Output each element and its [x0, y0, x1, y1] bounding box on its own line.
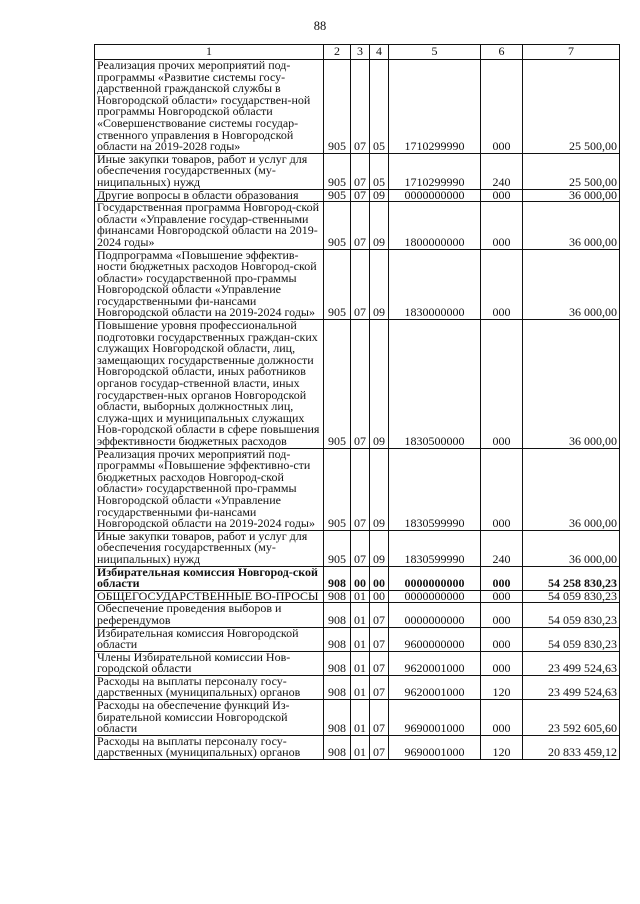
- row-cs-cell: 1800000000: [389, 202, 481, 249]
- row-pr-cell: 07: [370, 675, 389, 699]
- row-pr-cell: 07: [370, 627, 389, 651]
- row-cs-cell: 9600000000: [389, 627, 481, 651]
- table-row: [95, 700, 620, 736]
- row-cs-cell: 1830599990: [389, 448, 481, 530]
- row-gr-cell: 905: [324, 189, 351, 202]
- row-name-cell: ОБЩЕГОСУДАРСТВЕННЫЕ ВО-ПРОСЫ: [95, 590, 324, 603]
- row-pr-cell: 07: [370, 700, 389, 736]
- row-rz-cell: 07: [351, 530, 370, 566]
- row-sum-cell: 54 059 830,23: [523, 603, 620, 627]
- row-name-cell: Члены Избирательной комиссии Нов-городской области: [95, 651, 324, 675]
- row-vr-cell: 000: [481, 700, 523, 736]
- header-col-6: 6: [481, 45, 523, 60]
- row-gr-cell: 908: [324, 651, 351, 675]
- row-sum-cell: 36 000,00: [523, 189, 620, 202]
- row-rz-cell: 01: [351, 735, 370, 759]
- table-row: [95, 249, 620, 320]
- row-cs-cell: 0000000000: [389, 590, 481, 603]
- row-pr-cell: 05: [370, 153, 389, 189]
- row-cs-cell: 9690001000: [389, 735, 481, 759]
- table-body: [95, 60, 620, 760]
- table-row: [95, 202, 620, 249]
- row-vr-cell: 000: [481, 189, 523, 202]
- row-sum-cell: 36 000,00: [523, 448, 620, 530]
- row-rz-cell: 07: [351, 320, 370, 449]
- row-cs-cell: 1830500000: [389, 320, 481, 449]
- row-cs-cell: 0000000000: [389, 566, 481, 590]
- row-rz-cell: 01: [351, 590, 370, 603]
- row-rz-cell: 01: [351, 627, 370, 651]
- row-vr-cell: 000: [481, 566, 523, 590]
- table-row: [95, 153, 620, 189]
- row-cs-cell: 1830000000: [389, 249, 481, 320]
- header-col-4: 4: [370, 45, 389, 60]
- row-pr-cell: 09: [370, 320, 389, 449]
- row-gr-cell: 908: [324, 590, 351, 603]
- row-vr-cell: 000: [481, 651, 523, 675]
- row-name-cell: Расходы на обеспечение функций Из-бирательной комиссии Новгородской области: [95, 700, 324, 736]
- table-row: [95, 735, 620, 759]
- table-row: [95, 651, 620, 675]
- table-row: [95, 603, 620, 627]
- row-rz-cell: 07: [351, 249, 370, 320]
- header-col-3: 3: [351, 45, 370, 60]
- row-vr-cell: 000: [481, 448, 523, 530]
- row-gr-cell: 908: [324, 603, 351, 627]
- table-row: [95, 675, 620, 699]
- row-rz-cell: 01: [351, 675, 370, 699]
- row-vr-cell: 000: [481, 590, 523, 603]
- row-cs-cell: 9620001000: [389, 675, 481, 699]
- row-gr-cell: 908: [324, 735, 351, 759]
- row-sum-cell: 54 059 830,23: [523, 590, 620, 603]
- row-vr-cell: 000: [481, 202, 523, 249]
- row-gr-cell: 908: [324, 675, 351, 699]
- row-rz-cell: 01: [351, 651, 370, 675]
- row-gr-cell: 905: [324, 448, 351, 530]
- row-gr-cell: 908: [324, 627, 351, 651]
- budget-table: [94, 44, 620, 760]
- row-vr-cell: 000: [481, 320, 523, 449]
- row-pr-cell: 09: [370, 202, 389, 249]
- row-sum-cell: 36 000,00: [523, 320, 620, 449]
- row-gr-cell: 908: [324, 700, 351, 736]
- row-vr-cell: 120: [481, 675, 523, 699]
- row-vr-cell: 000: [481, 627, 523, 651]
- row-pr-cell: 09: [370, 530, 389, 566]
- row-sum-cell: 36 000,00: [523, 202, 620, 249]
- row-sum-cell: 23 499 524,63: [523, 651, 620, 675]
- row-name-cell: Другие вопросы в области образования: [95, 189, 324, 202]
- row-name-cell: Расходы на выплаты персоналу госу-дарственных (муниципальных) органов: [95, 735, 324, 759]
- row-vr-cell: 000: [481, 603, 523, 627]
- table-row: [95, 530, 620, 566]
- row-sum-cell: 23 592 605,60: [523, 700, 620, 736]
- row-rz-cell: 01: [351, 700, 370, 736]
- header-col-7: 7: [523, 45, 620, 60]
- row-cs-cell: 0000000000: [389, 189, 481, 202]
- table-row: [95, 448, 620, 530]
- row-sum-cell: 25 500,00: [523, 153, 620, 189]
- row-pr-cell: 00: [370, 566, 389, 590]
- row-name-cell: Подпрограмма «Повышение эффектив-ности бюджетных расходов Новгород-ской области» государственной про-граммы Новгородской области «Управление государственными фи-нансами Новгородской области на 2019-2024 годы»: [95, 249, 324, 320]
- row-rz-cell: 07: [351, 189, 370, 202]
- row-cs-cell: 9620001000: [389, 651, 481, 675]
- row-vr-cell: 000: [481, 60, 523, 154]
- row-vr-cell: 240: [481, 530, 523, 566]
- row-pr-cell: 07: [370, 651, 389, 675]
- row-rz-cell: 00: [351, 566, 370, 590]
- row-vr-cell: 240: [481, 153, 523, 189]
- row-vr-cell: 000: [481, 249, 523, 320]
- row-sum-cell: 54 059 830,23: [523, 627, 620, 651]
- table-row: [95, 60, 620, 154]
- page-number: 88: [313, 19, 327, 33]
- row-gr-cell: 905: [324, 153, 351, 189]
- row-pr-cell: 00: [370, 590, 389, 603]
- row-sum-cell: 36 000,00: [523, 530, 620, 566]
- row-name-cell: Повышение уровня профессиональной подготовки государственных граждан-ских служащих Новгородской области, лиц, замещающих государственные должности Новгородской области, иных работников органов государ-ственной власти, иных государствен-ных органов Новгородской области, выборных должностных лиц, служа-щих и муниципальных служащих Нов-городской области в сфере повышения эффективности бюджетных расходов: [95, 320, 324, 449]
- row-rz-cell: 07: [351, 448, 370, 530]
- row-gr-cell: 908: [324, 566, 351, 590]
- row-gr-cell: 905: [324, 60, 351, 154]
- row-pr-cell: 07: [370, 735, 389, 759]
- row-pr-cell: 07: [370, 603, 389, 627]
- table-row: [95, 627, 620, 651]
- row-sum-cell: 23 499 524,63: [523, 675, 620, 699]
- table-row: [95, 566, 620, 590]
- header-col-1: 1: [95, 45, 324, 60]
- row-rz-cell: 07: [351, 153, 370, 189]
- row-sum-cell: 25 500,00: [523, 60, 620, 154]
- row-gr-cell: 905: [324, 249, 351, 320]
- row-sum-cell: 54 258 830,23: [523, 566, 620, 590]
- row-cs-cell: 0000000000: [389, 603, 481, 627]
- row-name-cell: Расходы на выплаты персоналу госу-дарственных (муниципальных) органов: [95, 675, 324, 699]
- row-sum-cell: 36 000,00: [523, 249, 620, 320]
- header-col-5: 5: [389, 45, 481, 60]
- row-rz-cell: 07: [351, 60, 370, 154]
- row-name-cell: Избирательная комиссия Новгород-ской области: [95, 566, 324, 590]
- row-name-cell: Обеспечение проведения выборов и референдумов: [95, 603, 324, 627]
- row-vr-cell: 120: [481, 735, 523, 759]
- row-gr-cell: 905: [324, 320, 351, 449]
- row-name-cell: Иные закупки товаров, работ и услуг для обеспечения государственных (му-ниципальных) нужд: [95, 530, 324, 566]
- row-gr-cell: 905: [324, 530, 351, 566]
- row-rz-cell: 07: [351, 202, 370, 249]
- row-cs-cell: 1830599990: [389, 530, 481, 566]
- table-row: [95, 320, 620, 449]
- row-cs-cell: 9690001000: [389, 700, 481, 736]
- row-sum-cell: 20 833 459,12: [523, 735, 620, 759]
- row-name-cell: Государственная программа Новгород-ской области «Управление государ-ственными финансами Новгородской области на 2019-2024 годы»: [95, 202, 324, 249]
- row-cs-cell: 1710299990: [389, 60, 481, 154]
- row-name-cell: Иные закупки товаров, работ и услуг для обеспечения государственных (му-ниципальных) нужд: [95, 153, 324, 189]
- row-name-cell: Реализация прочих мероприятий под-программы «Развитие системы госу-дарственной гражданской службы в Новгородской области» государствен-ной программы Новгородской области «Совершенствование системы государ-ственного управления в Новгородской области на 2019-2028 годы»: [95, 60, 324, 154]
- row-name-cell: Избирательная комиссия Новгородской области: [95, 627, 324, 651]
- row-pr-cell: 09: [370, 189, 389, 202]
- row-gr-cell: 905: [324, 202, 351, 249]
- header-col-2: 2: [324, 45, 351, 60]
- row-pr-cell: 05: [370, 60, 389, 154]
- row-pr-cell: 09: [370, 448, 389, 530]
- row-rz-cell: 01: [351, 603, 370, 627]
- row-pr-cell: 09: [370, 249, 389, 320]
- row-cs-cell: 1710299990: [389, 153, 481, 189]
- row-name-cell: Реализация прочих мероприятий под-программы «Повышение эффективно-сти бюджетных расходов Новгород-ской области» государственной про-граммы Новгородской области «Управление государственными фи-нансами Новгородской области на 2019-2024 годы»: [95, 448, 324, 530]
